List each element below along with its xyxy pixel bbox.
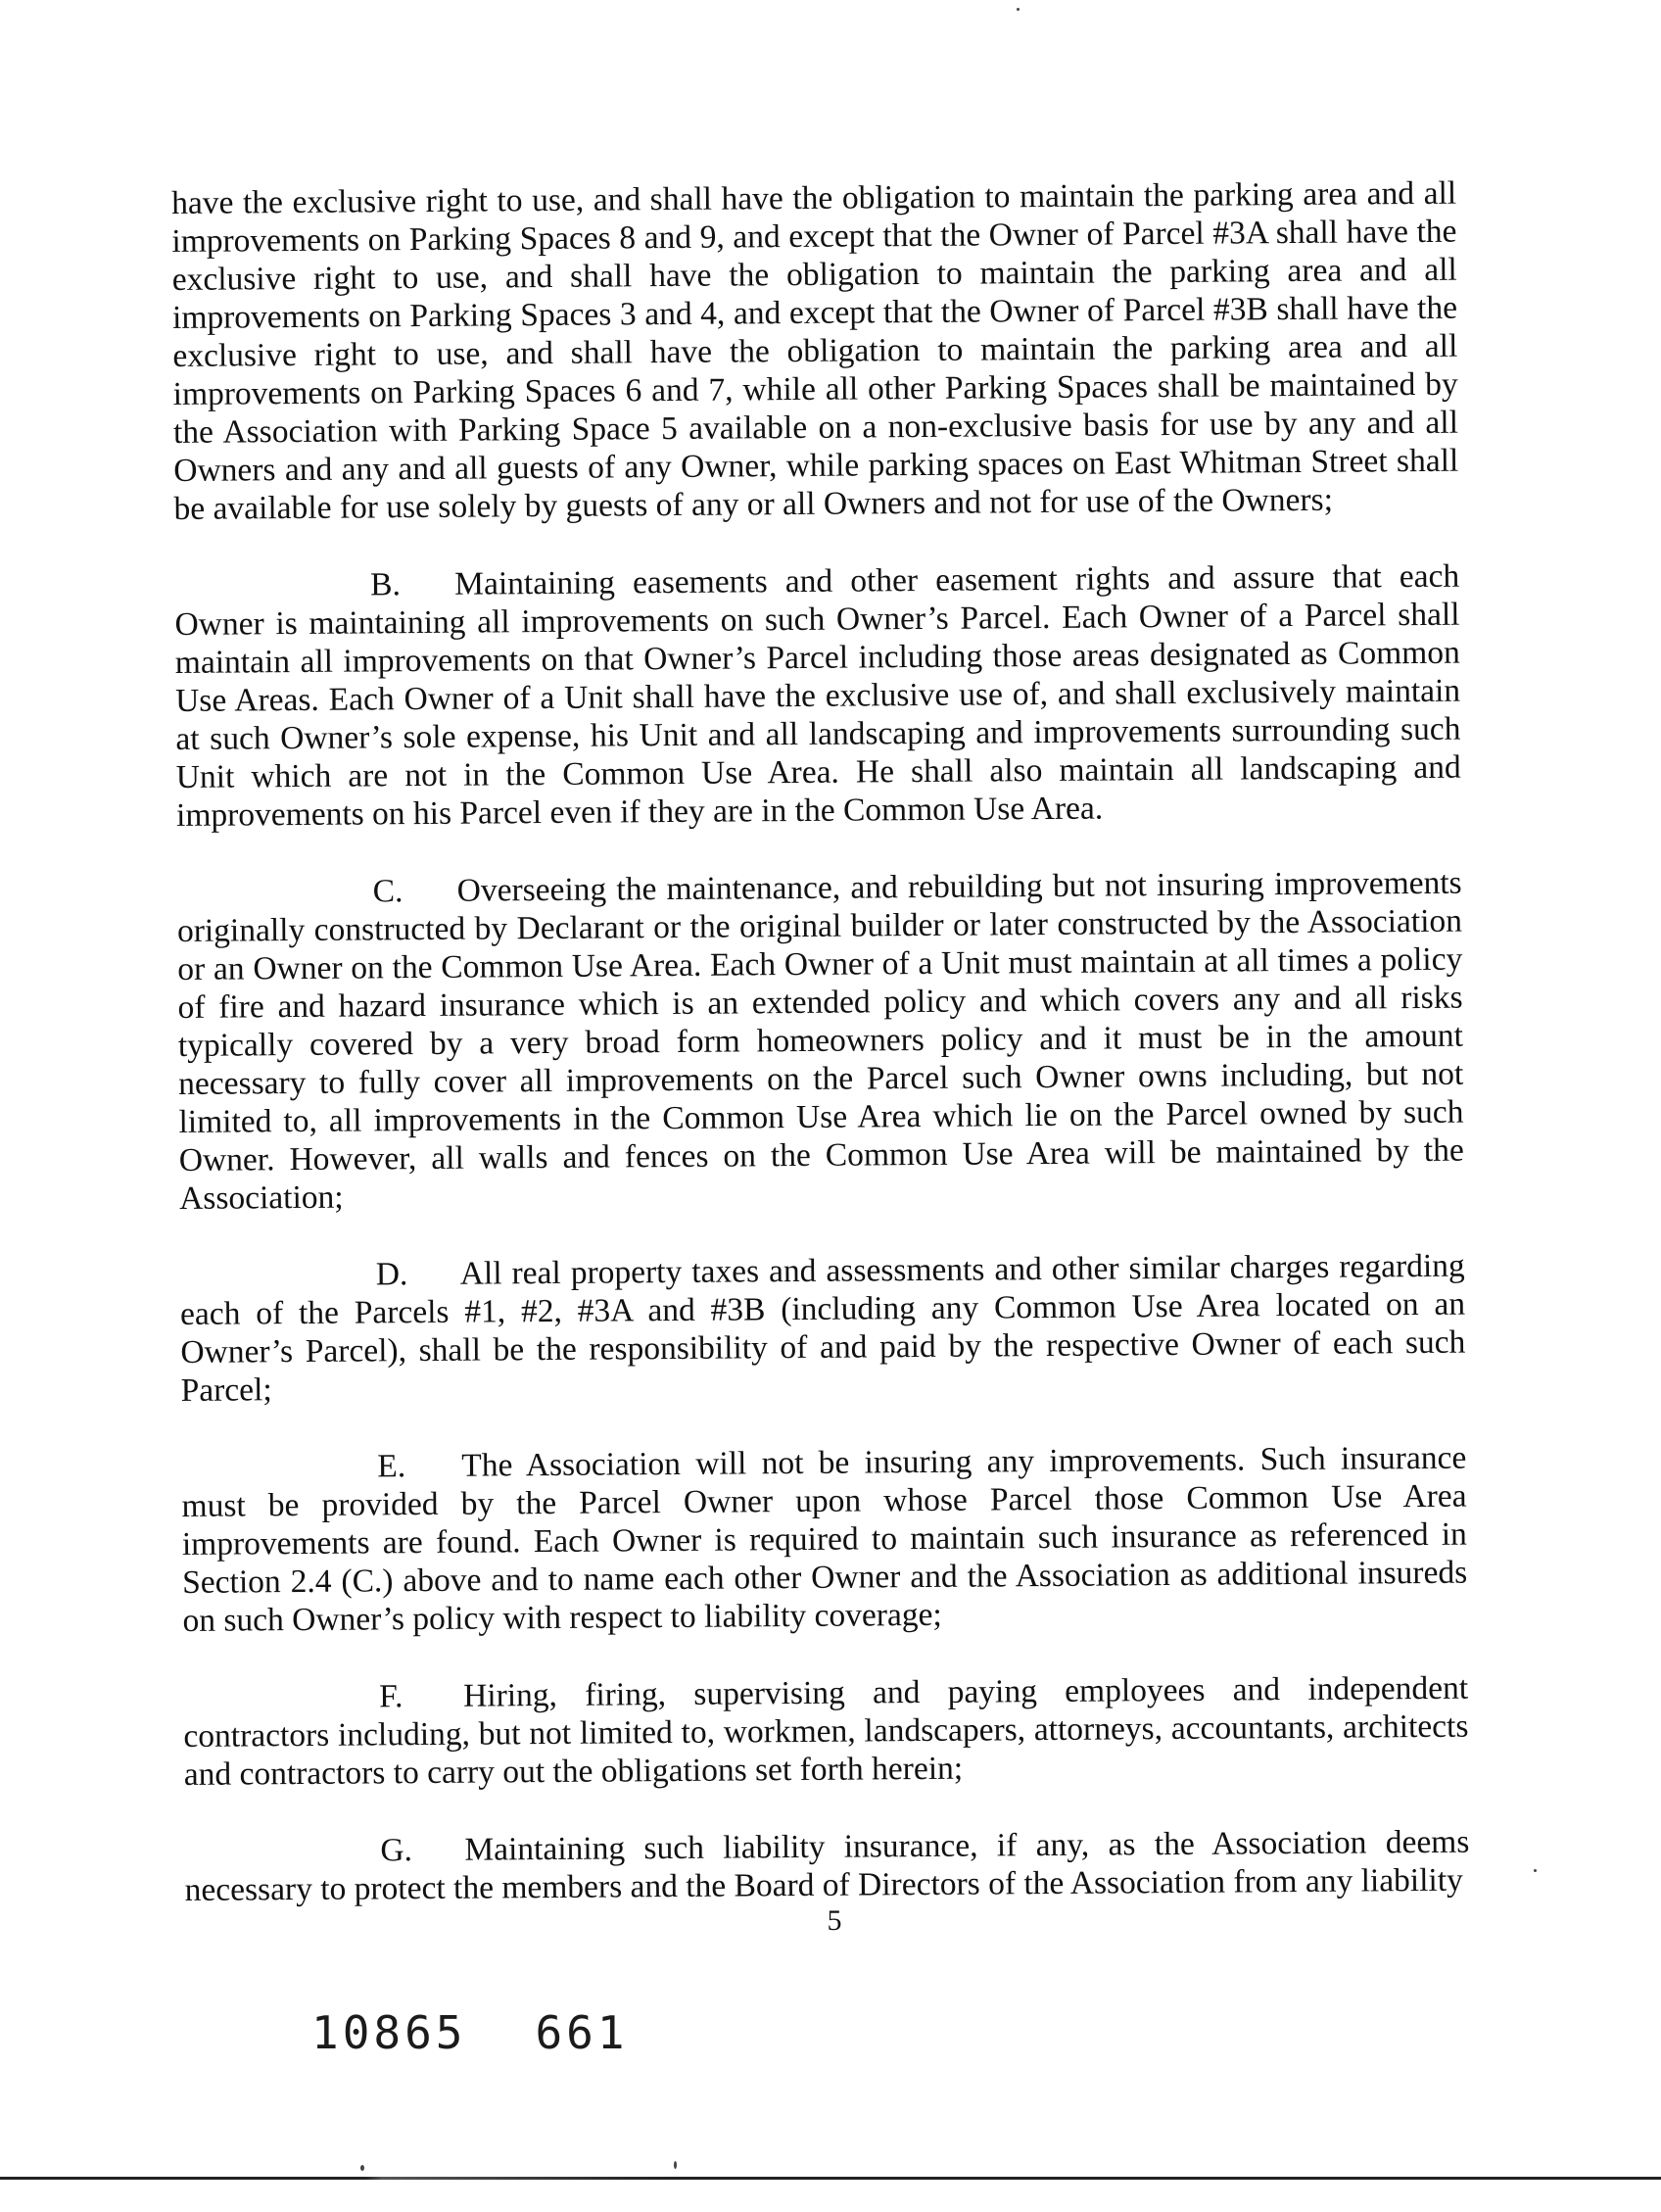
section-text: Overseeing the maintenance, and rebuilding but not insuring improvements originally constructed by Declarant or the original builder or later constructed by the Association or an Owner on the Common Use Area. Each Owner of a Unit must maintain at all times a policy of fire and hazard insurance which is an extended policy and which covers any and all risks typically covered by a very broad form homeowners policy and it must be in the amount necessary to fully cover all improvements on the Parcel such Owner owns including, but not limited to, all improvements in the Common Use Area which lie on the Parcel owned by such Owner. However, all walls and fences on the Common Use Area will be maintained by the Association; [176,864,1464,1217]
section-d [180,1247,1466,1410]
document-body [171,174,1470,1948]
section-c [177,864,1465,1218]
scan-speck [360,2165,364,2171]
bottom-rule [0,2177,1661,2180]
section-e [181,1439,1467,1640]
section-letter: G. [380,1832,413,1869]
recording-book: 10865 [311,2006,467,2059]
section-f [183,1669,1469,1794]
scan-speck [1534,1869,1537,1872]
continuation-paragraph: have the exclusive right to use, and shall have the obligation to maintain the parking area and all improvements on Parking Spaces 8 and 9, and except that the Owner of Parcel #3A shall have the exclusive right to use, and shall have the obligation to maintain the parking area and all improvements on Parking Spaces 3 and 4, and except that the Owner of Parcel #3B shall have the exclusive right to use, and shall have the obligation to maintain the parking area and all improvements on Parking Spaces 6 and 7, while all other Parking Spaces shall be maintained by the Association with Parking Space 5 available on a non-exclusive basis for use by any and all Owners and any and all guests of any Owner, while parking spaces on East Whitman Street shall be available for use solely by guests of any or all Owners and not for use of the Owners; [171,174,1459,527]
section-g [184,1823,1470,1909]
section-letter: D. [375,1256,408,1293]
section-text: The Association will not be insuring any improvements. Such insurance must be provided by the Parcel Owner upon whose Parcel those Common Use Area improvements are found. Each Owner is required to maintain such insurance as referenced in Section 2.4 (C.) above and to name each other Owner and the Association as additional insureds on such Owner’s policy with respect to liability coverage; [181,1439,1468,1639]
section-letter: C. [372,873,403,910]
section-letter: F. [378,1678,403,1715]
section-text: Maintaining easements and other easement rights and assure that each Owner is maintaining all improvements on such Owner’s Parcel. Each Owner of a Parcel shall maintain all improvements on that Owner’s Parcel including those areas designated as Common Use Areas. Each Owner of a Unit shall have the exclusive use of, and shall exclusively maintain at such Owner’s sole expense, his Unit and all landscaping and improvements surrounding such Unit which are not in the Common Use Area. He shall also maintain all landscaping and improvements on his Parcel even if they are in the Common Use Area. [174,557,1461,834]
section-b [174,557,1461,835]
recording-page: 661 [535,2006,629,2059]
section-letter: E. [377,1448,406,1485]
scan-speck [674,2161,677,2169]
section-text: Maintaining such liability insurance, if any, as the Association deems necessary to protect the members and the Board of Directors of the Association from any liability [184,1823,1470,1908]
section-letter: B. [370,566,402,603]
page-number: 5 [827,1904,842,1937]
section-text: Hiring, firing, supervising and paying employees and independent contractors including, but not limited to, workmen, landscapers, attorneys, accountants, architects and contractors to carry out the obligations set forth herein; [183,1669,1469,1793]
scan-speck [1017,8,1020,11]
recording-stamp [311,2008,629,2057]
section-text: All real property taxes and assessments and other similar charges regarding each of the Parcels #1, #2, #3A and #3B (including any Common Use Area located on an Owner’s Parcel), shall be the responsibility of and paid by the respective Owner of each such Parcel; [179,1247,1466,1409]
